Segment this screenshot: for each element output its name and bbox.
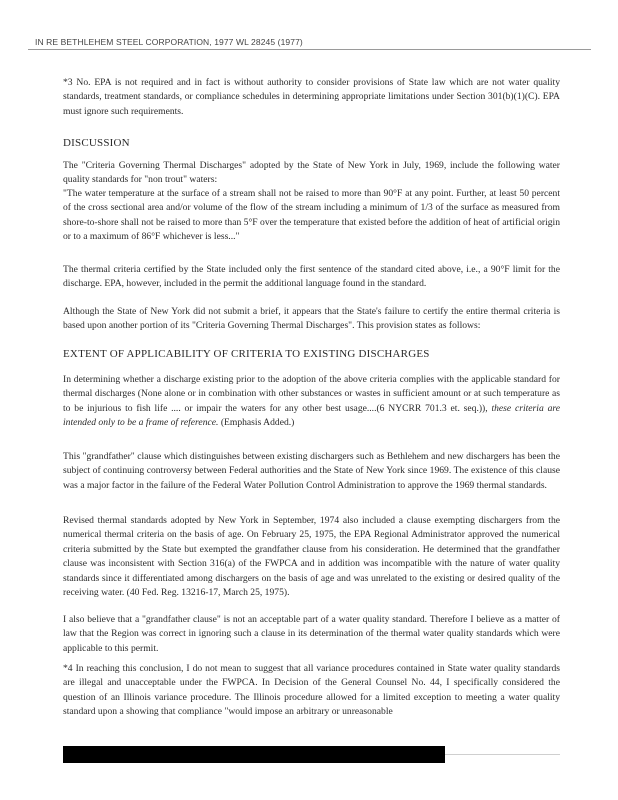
paragraph-certified-criteria: The thermal criteria certified by the State included only the first sentence of the standard cited above, i.e., a 90°F limit for the discharge. EPA, however, included in the permit the additional language found in the standard. xyxy=(63,264,560,290)
discussion-heading: DISCUSSION xyxy=(63,137,130,149)
paragraph-belief: I also believe that a "grandfather clause" is not an acceptable part of a water quality standard. Therefore I believe as a matter of law that the Region was correct in ignoring such a clause in its determination of the thermal water quality standards which were applicable to this permit. xyxy=(63,614,560,654)
paragraph-revised-standards: Revised thermal standards adopted by New York in September, 1974 also included a clause exempting dischargers from the numerical thermal criteria on the basis of age. On February 25, 1975, the EPA Regional Administrator approved the numerical criteria submitted by the State but exempted the grandfather clause from his consideration. He determined that the grandfather clause was inconsistent with Section 316(a) of the FWPCA and in addition was incompatible with the nature of water quality standards since it differentiated among dischargers on the basis of age and was unrelated to the existing or desired quality of the receiving water. (40 Fed. Reg. 13216-17, March 25, 1975). xyxy=(63,515,560,599)
determining-main-text: In determining whether a discharge existing prior to the adoption of the above criteria complies with the applicable standard for thermal discharges (None alone or in combination with other substances or wastes in sufficient amount or at such temperature as to be injurious to fish life .... or impair the waters for any other best usage....(6 NYCRR 701.3 et. seq.)), xyxy=(63,374,560,414)
determining-emphasis-note: (Emphasis Added.) xyxy=(220,417,295,429)
paragraph-state-brief: Although the State of New York did not submit a brief, it appears that the State's failure to certify the entire thermal criteria is based upon another portion of its "Criteria Governing Thermal Discharges". This provision states as follows: xyxy=(63,306,560,332)
paragraph-criteria-intro: The "Criteria Governing Thermal Discharges" adopted by the State of New York in July, 1969, include the following water quality standards for "non trout" waters: xyxy=(63,160,560,186)
determining-italic-text: these criteria are intended only to be a frame of reference. xyxy=(63,402,560,429)
extent-heading: EXTENT OF APPLICABILITY OF CRITERIA TO EXISTING DISCHARGES xyxy=(63,348,430,360)
paragraph-star4: *4 In reaching this conclusion, I do not mean to suggest that all variance procedures contained in State water quality standards are illegal and unacceptable under the FWPCA. In Decision of the General Counsel No. 44, I specifically considered the question of an Illinois variance procedure. The Illinois procedure allowed for a limited exception to meeting a water quality standard upon a showing that compliance "would impose an arbitrary or unreasonable xyxy=(63,663,560,718)
footer-redaction-bar xyxy=(63,746,445,763)
paragraph-quoted-standard: "The water temperature at the surface of a stream shall not be raised to more than 90°F at any point. Further, at least 50 percent of the cross sectional area and/or volume of the flow of the stream including a minimum of 1/3 of the surface as measured from shore-to-shore shall not be raised to more than 5°F over the temperature that existed before the addition of heat of artificial origin or to a maximum of 86°F whichever is less..." xyxy=(63,188,560,243)
paragraph-star3: *3 No. EPA is not required and in fact is without authority to consider provisions of State law which are not water quality standards, treatment standards, or compliance schedules in determining appropriate limitations under Section 301(b)(1)(C). EPA must ignore such requirements. xyxy=(63,77,560,117)
paragraph-grandfather-clause: This "grandfather" clause which distinguishes between existing dischargers such as Bethlehem and new dischargers has been the subject of continuing controversy between Federal authorities and the State of New York since 1969. The existence of this clause was a major factor in the failure of the Federal Water Pollution Control Administration to approve the 1969 thermal standards. xyxy=(63,451,560,491)
footer-divider xyxy=(445,754,560,755)
header-divider xyxy=(28,49,591,50)
running-header: IN RE BETHLEHEM STEEL CORPORATION, 1977 WL 28245 (1977) xyxy=(35,37,303,47)
paragraph-determining xyxy=(63,373,560,431)
